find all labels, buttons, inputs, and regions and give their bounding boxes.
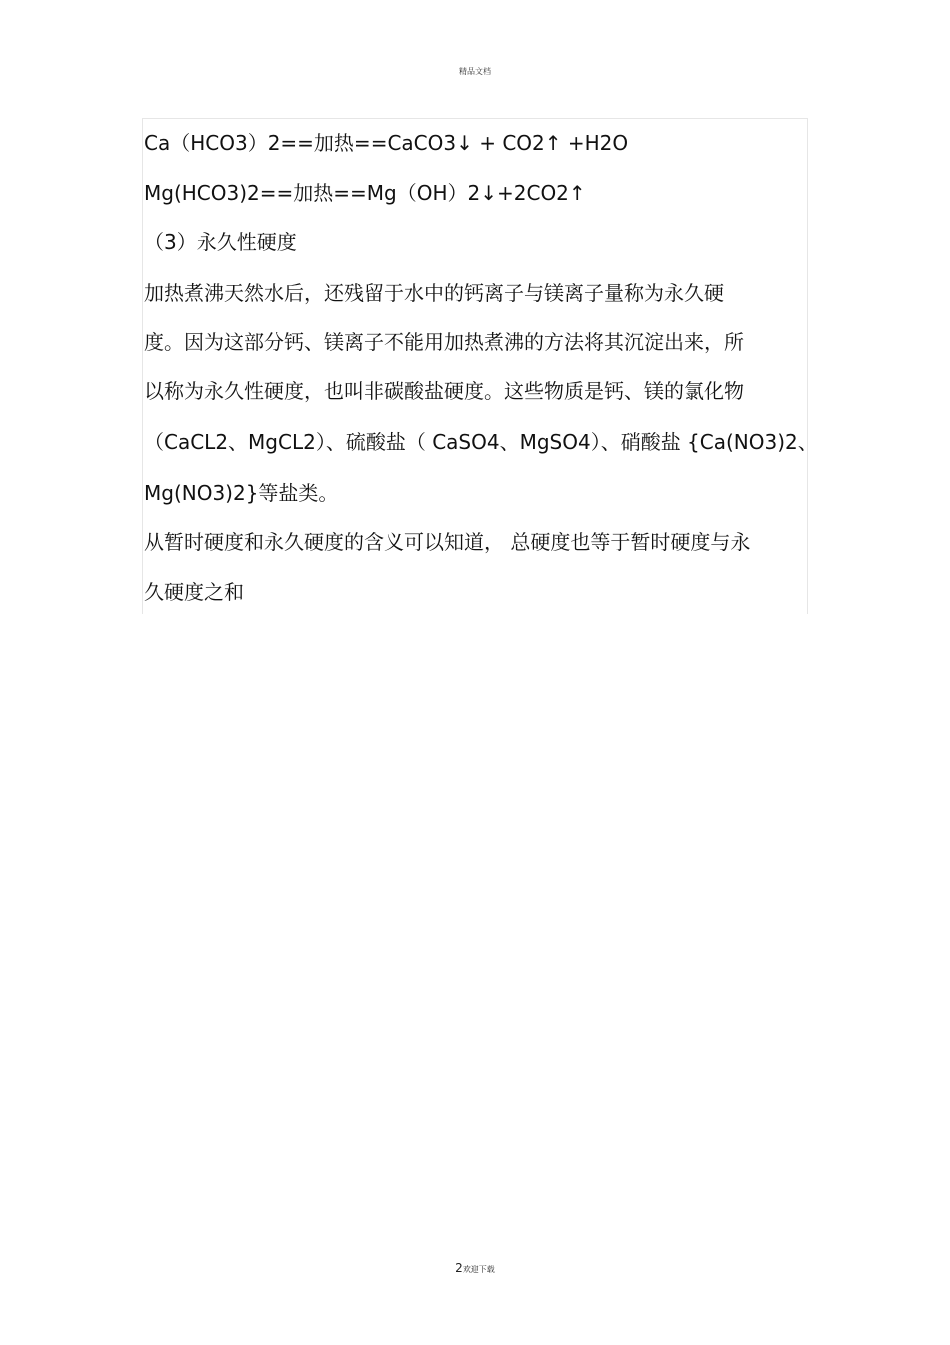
section-heading-permanent-hardness: （3）永久性硬度 [144, 230, 297, 254]
page-footer [0, 1261, 950, 1275]
paragraph-line: 以称为永久性硬度，也叫非碳酸盐硬度。这些物质是钙、镁的氯化物 [144, 379, 744, 403]
paragraph-line: 从暂时硬度和永久硬度的含义可以知道， 总硬度也等于暂时硬度与永 [144, 530, 751, 554]
equation-calcium-bicarbonate: Ca（HCO3）2==加热==CaCO3↓ + CO2↑ +H2O [144, 131, 629, 155]
paragraph-line: 久硬度之和 [144, 580, 244, 604]
paragraph-line: Mg(NO3)2}等盐类。 [144, 481, 339, 505]
paragraph-line: 加热煮沸天然水后，还残留于水中的钙离子与镁离子量称为永久硬 [144, 281, 724, 305]
footer-text: 欢迎下载 [462, 1265, 495, 1274]
paragraph-line: （CaCL2、MgCL2）、硫酸盐（ CaSO4、MgSO4）、硝酸盐 {Ca(NO3)2、 [144, 430, 818, 454]
paragraph-line: 度。因为这部分钙、镁离子不能用加热煮沸的方法将其沉淀出来，所 [144, 330, 744, 354]
equation-magnesium-bicarbonate: Mg(HCO3)2==加热==Mg（OH）2↓+2CO2↑ [144, 181, 586, 205]
page-header: 精品文档 [459, 67, 491, 76]
page-number: 2 [455, 1261, 463, 1275]
